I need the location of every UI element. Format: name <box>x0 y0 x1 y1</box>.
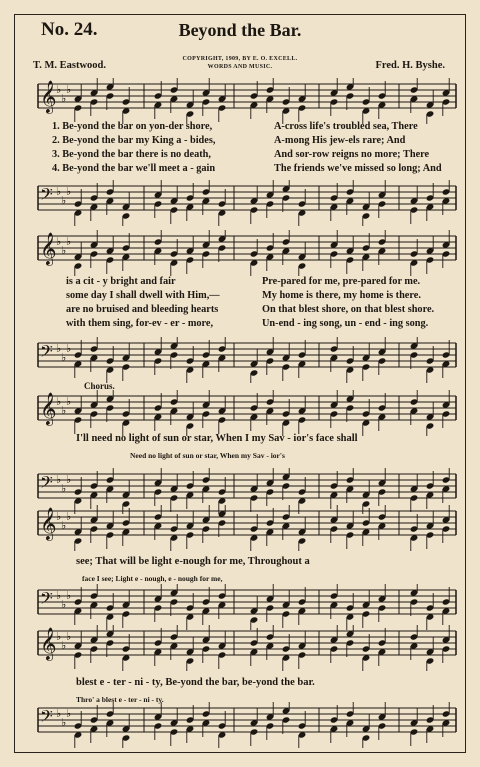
flat-icon: ♭ <box>66 342 72 355</box>
flat-icon: ♭ <box>61 519 67 532</box>
treble-clef-icon: 𝄞 <box>40 80 57 113</box>
flat-icon: ♭ <box>61 716 67 729</box>
treble-clef-icon: 𝄞 <box>40 232 57 265</box>
flat-icon: ♭ <box>66 707 72 720</box>
copyright-line-1: COPYRIGHT, 1909, BY E. O. EXCELL. <box>182 56 298 62</box>
verse-line: are no bruised and bleeding hearts On that blest shore, on that blest shore. <box>66 304 435 315</box>
treble-clef-icon: 𝄞 <box>40 392 57 425</box>
chorus-bass-lyric-line-1: Need no light of sun or star, When my Sav - ior's <box>130 451 285 460</box>
staff-system-1-treble <box>34 78 458 124</box>
chorus-label: Chorus. <box>84 381 115 391</box>
flat-icon: ♭ <box>56 395 62 408</box>
flat-icon: ♭ <box>61 639 67 652</box>
flat-icon: ♭ <box>61 92 67 105</box>
flat-icon: ♭ <box>56 235 62 248</box>
flat-icon: ♭ <box>61 194 67 207</box>
staff-system-5-bass <box>34 702 458 748</box>
treble-clef-icon: 𝄞 <box>40 627 57 660</box>
flat-icon: ♭ <box>56 342 62 355</box>
author-credit: T. M. Eastwood. <box>33 60 107 71</box>
copyright-line-2: WORDS AND MUSIC. <box>207 64 273 70</box>
chorus-lyric-line-3: blest e - ter - ni - ty, Be-yond the bar, be-yond the bar. <box>76 677 315 688</box>
flat-icon: ♭ <box>56 707 62 720</box>
flat-icon: ♭ <box>61 482 67 495</box>
verse-line: 1. Be-yond the bar on yon-der shore, A-cross life's troubled sea, There <box>52 121 418 132</box>
flat-icon: ♭ <box>61 404 67 417</box>
hymn-number: No. 24. <box>41 19 98 40</box>
bass-clef-icon: 𝄢 <box>40 706 53 730</box>
bass-clef-icon: 𝄢 <box>40 341 53 365</box>
verse-line: 3. Be-yond the bar there is no death, And sor-row reigns no more; There <box>52 149 430 160</box>
flat-icon: ♭ <box>56 510 62 523</box>
verse-block-2 <box>66 275 476 331</box>
verse-line: some day I shall dwell with Him,— My home is there, my home is there. <box>66 290 421 301</box>
flat-icon: ♭ <box>66 630 72 643</box>
staff-system-4-bass <box>34 584 458 630</box>
flat-icon: ♭ <box>56 473 62 486</box>
treble-clef-icon: 𝄞 <box>40 507 57 540</box>
bass-clef-icon: 𝄢 <box>40 588 53 612</box>
verse-block-1 <box>52 120 462 176</box>
bass-clef-icon: 𝄢 <box>40 184 53 208</box>
staff-system-4-treble <box>34 505 458 551</box>
verse-line: 4. Be-yond the bar we'll meet a - gain The friends we've missed so long; And <box>52 163 442 174</box>
bass-clef-icon: 𝄢 <box>40 472 53 496</box>
flat-icon: ♭ <box>61 598 67 611</box>
staff-system-5-treble <box>34 625 458 671</box>
flat-icon: ♭ <box>61 244 67 257</box>
hymn-title: Beyond the Bar. <box>178 20 302 40</box>
chorus-bass-lyric-line-3: Thro' a blest e - ter - ni - ty. <box>76 695 164 704</box>
flat-icon: ♭ <box>66 473 72 486</box>
verse-line: with them sing, for-ev - er - more, Un-end - ing song, un - end - ing song. <box>66 318 429 329</box>
chorus-lyric-line-2: see; That will be light e-nough for me, Throughout a <box>76 556 310 567</box>
verse-line: 2. Be-yond the bar my King a - bides, A-mong His jew-els rare; And <box>52 135 406 146</box>
flat-icon: ♭ <box>61 351 67 364</box>
staff-system-2-bass <box>34 337 458 383</box>
verse-line: is a cit - y bright and fair Pre-pared for me, pre-pared for me. <box>66 276 421 287</box>
chorus-bass-lyric-line-2: face I see; Light e - nough, e - nough for me, <box>82 574 223 583</box>
flat-icon: ♭ <box>56 589 62 602</box>
flat-icon: ♭ <box>56 630 62 643</box>
chorus-lyric-line-1: I'll need no light of sun or star, When I my Sav - ior's face shall <box>76 433 358 444</box>
flat-icon: ♭ <box>56 185 62 198</box>
flat-icon: ♭ <box>66 235 72 248</box>
staff-system-2-treble <box>34 230 458 276</box>
flat-icon: ♭ <box>66 83 72 96</box>
flat-icon: ♭ <box>66 395 72 408</box>
composer-credit: Fred. H. Byshe. <box>375 60 445 71</box>
flat-icon: ♭ <box>66 589 72 602</box>
flat-icon: ♭ <box>56 83 62 96</box>
flat-icon: ♭ <box>66 510 72 523</box>
flat-icon: ♭ <box>66 185 72 198</box>
staff-system-1-bass <box>34 180 458 226</box>
staff-system-3-treble <box>34 390 458 436</box>
